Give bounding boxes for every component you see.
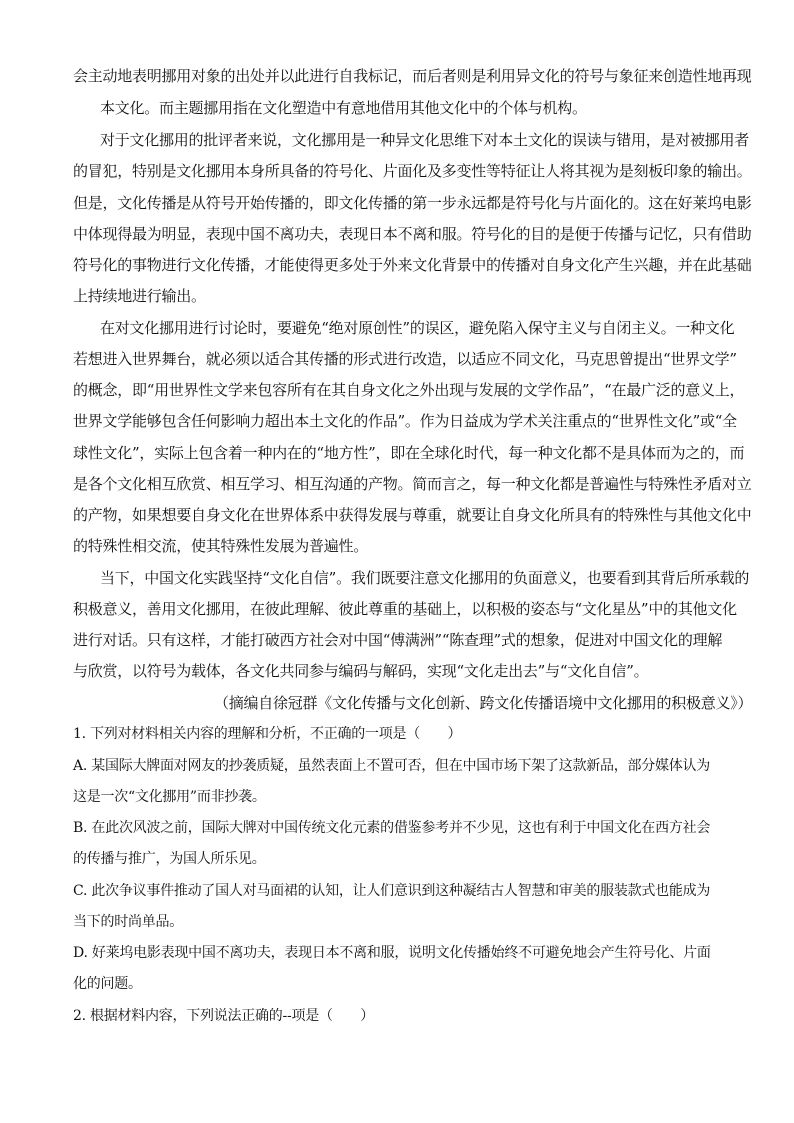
option-b-continued: 的传播与推广，为国人所乐见。 xyxy=(73,851,266,867)
option-c-continued: 当下的时尚单品。 xyxy=(73,914,183,930)
passage-line: 中体现得最为明显，表现中国不离功夫，表现日本不离和服。符号化的目的是便于传播与记忆，只有借助 xyxy=(73,225,752,243)
passage-line: 但是，文化传播是从符号开始传播的，即文化传播的第一步永远都是符号化与片面化的。这在好莱坞电影 xyxy=(73,194,752,212)
passage-line: 进行对话。只有这样，才能打破西方社会对中国“傅满洲”“陈查理”式的想象，促进对中国文化的理解 xyxy=(73,631,723,649)
source-citation: （摘编自徐冠群《文化传播与文化创新、跨文化传播语境中文化挪用的积极意义》） xyxy=(214,694,753,712)
option-a: A. 某国际大牌面对网友的抄袭质疑，虽然表面上不置可否，但在中国市场下架了这款新品，部分媒体认为 xyxy=(73,758,711,774)
passage-line: 对于文化挪用的批评者来说，文化挪用是一种异文化思维下对本土文化的误读与错用，是对被挪用者 xyxy=(100,131,750,149)
passage-line: 世界文学能够包含任何影响力超出本土文化的作品”。作为日益成为学术关注重点的“世界性文化”或“全 xyxy=(73,412,737,430)
passage-line: 的概念，即“用世界性文学来包容所有在其自身文化之外出现与发展的文学作品”，“在最广泛的意义上， xyxy=(73,381,745,399)
passage-line: 积极意义，善用文化挪用，在彼此理解、彼此尊重的基础上，以积极的姿态与“文化星丛”中的其他文化 xyxy=(73,600,737,618)
question-2-stem: 2. 根据材料内容，下列说法正确的--项是（ ） xyxy=(73,1008,375,1024)
passage-line: 的产物，如果想要自身文化在世界体系中获得发展与尊重，就要让自身文化所具有的特殊性与其他文化中 xyxy=(73,506,752,524)
passage-line: 是各个文化相互欣赏、相互学习、相互沟通的产物。简而言之，每一种文化都是普遍性与特殊性矛盾对立 xyxy=(73,475,752,493)
passage-line: 与欣赏，以符号为载体，各文化共同参与编码与解码，实现“文化走出去”与“文化自信”。 xyxy=(73,662,649,680)
passage-line: 球性文化”，实际上包含着一种内在的“地方性”，即在全球化时代，每一种文化都不是具体而为之的，而 xyxy=(73,444,745,462)
passage-line: 上持续地进行输出。 xyxy=(73,287,206,305)
passage-line: 若想进入世界舞台，就必须以适合其传播的形式进行改造，以适应不同文化，马克思曾提出“世界文学” xyxy=(73,350,737,368)
option-d: D. 好莱坞电影表现中国不离功夫，表现日本不离和服，说明文化传播始终不可避免地会产生符号化、片面 xyxy=(73,945,711,961)
option-d-continued: 化的问题。 xyxy=(73,976,142,992)
passage-line: 在对文化挪用进行讨论时，要避免“绝对原创性”的误区，避免陷入保守主义与自闭主义。一种文化 xyxy=(100,319,735,337)
passage-line: 会主动地表明挪用对象的出处并以此进行自我标记，而后者则是利用异文化的符号与象征来创造性地再现 xyxy=(73,67,752,85)
option-b: B. 在此次风波之前，国际大牌对中国传统文化元素的借鉴参考并不少见，这也有利于中国文化在西方社会 xyxy=(73,820,711,836)
option-c: C. 此次争议事件推动了国人对马面裙的认知，让人们意识到这种凝结古人智慧和审美的服装款式也能成为 xyxy=(73,883,711,899)
passage-line: 的冒犯，特别是文化挪用本身所具备的符号化、片面化及多变性等特征让人将其视为是刻板印象的输出。 xyxy=(73,162,752,180)
passage-line: 当下，中国文化实践坚持“文化自信”。我们既要注意文化挪用的负面意义，也要看到其背后所承载的 xyxy=(100,569,750,587)
passage-line: 的特殊性相交流，使其特殊性发展为普遍性。 xyxy=(73,537,369,555)
option-a-continued: 这是一次“文化挪用”而非抄袭。 xyxy=(73,789,266,805)
passage-line: 本文化。而主题挪用指在文化塑造中有意地借用其他文化中的个体与机构。 xyxy=(100,99,587,117)
passage-line: 符号化的事物进行文化传播，才能使得更多处于外来文化背景中的传播对自身文化产生兴趣，并在此基础 xyxy=(73,256,752,274)
question-1-stem: 1. 下列对材料相关内容的理解和分析，不正确的一项是（ ） xyxy=(73,726,462,742)
